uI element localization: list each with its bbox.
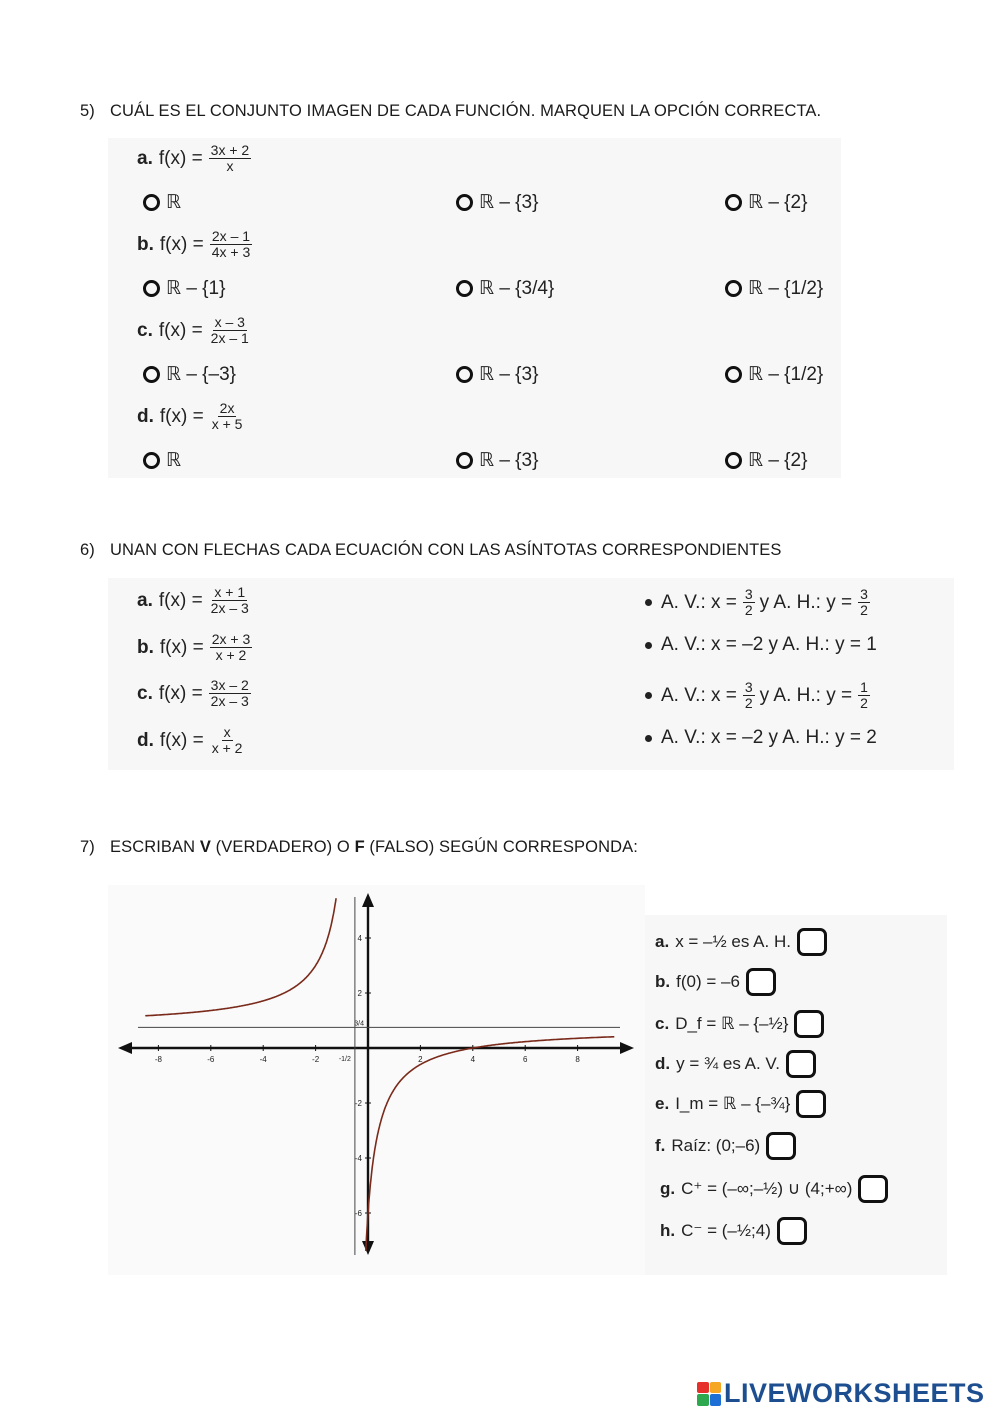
curve-right-branch: [366, 1037, 615, 1251]
answer-option[interactable]: [725, 363, 823, 386]
question-number: 7): [80, 838, 95, 856]
x-tick-label: 8: [575, 1055, 580, 1064]
statement-text: y = ¾ es A. V.: [676, 1054, 780, 1073]
x-tick-label: -4: [259, 1055, 267, 1064]
radio-button[interactable]: [143, 452, 160, 469]
curve-left-branch: [145, 898, 336, 1016]
statement-text: C⁻ = (–½;4): [681, 1221, 771, 1240]
fraction: [209, 585, 251, 616]
radio-button[interactable]: [143, 366, 160, 383]
numerator: 2x – 1: [211, 228, 251, 244]
item-letter: g.: [660, 1179, 676, 1198]
bullet-dot: [645, 735, 652, 742]
answer-option[interactable]: [725, 449, 807, 472]
answer-box[interactable]: [777, 1217, 807, 1245]
radio-button[interactable]: [456, 452, 473, 469]
statement-item: [655, 1090, 826, 1118]
option-label: ℝ: [166, 450, 182, 471]
asymptote-text: A. V.: x = –2 y A. H.: y = 1: [661, 634, 877, 655]
liveworksheets-logo: [697, 1378, 985, 1409]
option-label: ℝ – {3}: [479, 450, 539, 471]
function-lhs: f(x) =: [159, 636, 204, 658]
fraction: [858, 680, 870, 711]
answer-box[interactable]: [766, 1132, 796, 1160]
option-label: ℝ – {2}: [748, 192, 808, 213]
numerator: 3: [744, 679, 753, 695]
answer-option[interactable]: [143, 277, 225, 300]
asymptote-text: y A. H.: y =: [759, 684, 853, 706]
numerator: 3: [860, 586, 868, 602]
denominator: 2: [744, 695, 753, 711]
denominator: 2x – 3: [210, 600, 249, 616]
y-tick-label: -6: [354, 1209, 362, 1218]
hyperbola-graph: [108, 885, 645, 1275]
fraction: [210, 725, 245, 756]
radio-button[interactable]: [456, 194, 473, 211]
item-letter: b.: [137, 636, 154, 658]
numerator: 2x: [219, 400, 235, 416]
x-axis-right-arrow: [620, 1042, 634, 1054]
radio-button[interactable]: [456, 280, 473, 297]
denominator: 4x + 3: [211, 244, 251, 260]
numerator: 1: [860, 679, 868, 695]
answer-option[interactable]: [456, 363, 538, 386]
option-label: ℝ: [166, 192, 182, 213]
numerator: 2x + 3: [211, 631, 251, 647]
denominator: 2x – 3: [210, 693, 249, 709]
item-letter: b.: [137, 233, 154, 255]
question-text-pre: ESCRIBAN: [110, 838, 200, 856]
y-special-tick-label: 3/4: [354, 1020, 364, 1028]
asymptote-text: A. V.: x = –2 y A. H.: y = 2: [661, 727, 877, 748]
numerator: x: [223, 724, 231, 740]
numerator: x – 3: [214, 314, 245, 330]
x-tick-label: 6: [522, 1055, 528, 1064]
item-letter: c.: [137, 319, 153, 341]
item-letter: h.: [660, 1221, 676, 1240]
asymptote-text: A. V.: x =: [661, 684, 737, 706]
statement-text: I_m = ℝ – {–¾}: [675, 1094, 791, 1113]
item-letter: d.: [137, 405, 154, 427]
bullet-dot: [645, 642, 652, 649]
item-letter: a.: [655, 932, 670, 951]
item-letter: a.: [137, 147, 153, 169]
logo-text: LIVEWORKSHEETS: [724, 1378, 985, 1408]
asymptote-option: [645, 727, 877, 749]
option-label: ℝ – {3}: [479, 364, 539, 385]
function-lhs: f(x) =: [158, 589, 203, 611]
question-text: UNAN CON FLECHAS CADA ECUACIÓN CON LAS ASÍNTOTAS CORRESPONDIENTES: [110, 541, 782, 559]
question-number: 6): [80, 541, 95, 559]
x-axis-left-arrow: [118, 1042, 132, 1054]
function-lhs: f(x) =: [158, 682, 203, 704]
statement-item: [655, 1132, 796, 1160]
y-tick-label: 2: [357, 989, 362, 998]
item-letter: d.: [655, 1054, 671, 1073]
question-6-heading: [80, 541, 782, 560]
logo-icon: [697, 1382, 721, 1406]
item-letter: b.: [655, 972, 671, 991]
function-lhs: f(x) =: [158, 319, 203, 341]
question-7-heading: [80, 838, 638, 857]
option-label: ℝ – {2}: [748, 450, 808, 471]
statement-text: f(0) = –6: [676, 972, 740, 991]
radio-button[interactable]: [725, 280, 742, 297]
function-item: [137, 143, 251, 174]
denominator: x: [226, 158, 234, 174]
asymptote-option: [645, 680, 870, 711]
question-number: 5): [80, 102, 95, 120]
fraction: [209, 315, 251, 346]
denominator: 2x – 1: [210, 330, 249, 346]
bullet-dot: [645, 692, 652, 699]
x-tick-label: 4: [470, 1055, 476, 1064]
statement-text: D_f = ℝ – {–½}: [675, 1014, 789, 1033]
x-tick-label: -8: [154, 1055, 162, 1064]
answer-box[interactable]: [746, 968, 776, 996]
fraction: [743, 680, 755, 711]
function-lhs: f(x) =: [158, 147, 203, 169]
answer-box[interactable]: [796, 1090, 826, 1118]
statement-item: [655, 1050, 816, 1078]
radio-button[interactable]: [143, 280, 160, 297]
denominator: 2: [860, 695, 868, 711]
question-5-heading: [80, 102, 821, 121]
true-letter: V: [199, 838, 211, 856]
numerator: x + 1: [214, 584, 246, 600]
option-label: ℝ – {1/2}: [748, 364, 824, 385]
x-special-tick-label: -1/2: [338, 1056, 351, 1063]
option-label: ℝ – {3/4}: [479, 278, 555, 299]
numerator: 3: [744, 586, 753, 602]
answer-box[interactable]: [797, 928, 827, 956]
answer-option[interactable]: [456, 191, 538, 214]
answer-option[interactable]: [456, 449, 538, 472]
answer-box[interactable]: [794, 1010, 824, 1038]
function-lhs: f(x) =: [159, 233, 204, 255]
option-label: ℝ – {1/2}: [748, 278, 824, 299]
numerator: 3x + 2: [210, 142, 250, 158]
bullet-dot: [645, 599, 652, 606]
denominator: 2: [860, 602, 868, 618]
y-tick-label: -2: [354, 1099, 362, 1108]
function-lhs: f(x) =: [159, 405, 204, 427]
answer-box[interactable]: [786, 1050, 816, 1078]
fraction: [210, 632, 253, 663]
item-letter: d.: [137, 729, 154, 751]
asymptote-text: y A. H.: y =: [759, 591, 853, 613]
item-letter: c.: [137, 682, 153, 704]
function-item: [137, 315, 251, 346]
x-tick-label: 2: [418, 1055, 423, 1064]
denominator: x + 5: [211, 416, 243, 432]
statement-text: C⁺ = (–∞;–½) ∪ (4;+∞): [681, 1179, 853, 1198]
option-label: ℝ – {1}: [166, 278, 226, 299]
fraction: [209, 678, 251, 709]
false-letter: F: [354, 838, 365, 856]
fraction: [743, 587, 755, 618]
item-letter: c.: [655, 1014, 670, 1033]
statement-item: [655, 1010, 824, 1038]
statement-item: [655, 968, 776, 996]
radio-button[interactable]: [725, 452, 742, 469]
asymptote-text: A. V.: x =: [661, 591, 737, 613]
x-tick-label: -2: [312, 1055, 320, 1064]
asymptote-option: [645, 587, 870, 618]
answer-option[interactable]: [725, 191, 807, 214]
function-item: [137, 229, 252, 260]
fraction: [858, 587, 870, 618]
answer-option[interactable]: [456, 277, 554, 300]
option-label: ℝ – {–3}: [166, 364, 236, 385]
statement-text: x = –½ es A. H.: [675, 932, 791, 951]
answer-option[interactable]: [725, 277, 823, 300]
denominator: 2: [744, 602, 753, 618]
option-label: ℝ – {3}: [479, 192, 539, 213]
fraction: [210, 229, 253, 260]
statement-item: [655, 928, 827, 956]
radio-button[interactable]: [725, 194, 742, 211]
answer-option[interactable]: [143, 363, 236, 386]
statement-text: Raíz: (0;–6): [671, 1136, 761, 1155]
fraction: [210, 401, 245, 432]
function-item: [137, 725, 244, 756]
item-letter: f.: [655, 1136, 666, 1155]
question-text-mid: (VERDADERO) O: [210, 838, 355, 856]
y-tick-label: -4: [354, 1154, 362, 1163]
radio-button[interactable]: [456, 366, 473, 383]
radio-button[interactable]: [725, 366, 742, 383]
y-axis-bottom-arrow: [362, 1241, 374, 1255]
function-item: [137, 678, 251, 709]
function-item: [137, 632, 252, 663]
y-axis-top-arrow: [362, 893, 374, 907]
radio-button[interactable]: [143, 194, 160, 211]
x-tick-label: -6: [207, 1055, 215, 1064]
statement-item: [660, 1175, 888, 1203]
question-text-end: (FALSO) SEGÚN CORRESPONDA:: [364, 838, 638, 856]
denominator: x + 2: [215, 647, 247, 663]
answer-box[interactable]: [858, 1175, 888, 1203]
item-letter: a.: [137, 589, 153, 611]
fraction: [209, 143, 252, 174]
answer-option[interactable]: [143, 191, 181, 214]
numerator: 3x – 2: [210, 677, 249, 693]
denominator: x + 2: [211, 740, 243, 756]
function-item: [137, 585, 251, 616]
asymptote-option: [645, 634, 877, 656]
answer-option[interactable]: [143, 449, 181, 472]
function-lhs: f(x) =: [159, 729, 204, 751]
question-text: CUÁL ES EL CONJUNTO IMAGEN DE CADA FUNCIÓN. MARQUEN LA OPCIÓN CORRECTA.: [110, 102, 822, 120]
item-letter: e.: [655, 1094, 670, 1113]
statement-item: [660, 1217, 807, 1245]
function-item: [137, 401, 244, 432]
y-tick-label: 4: [357, 934, 362, 943]
